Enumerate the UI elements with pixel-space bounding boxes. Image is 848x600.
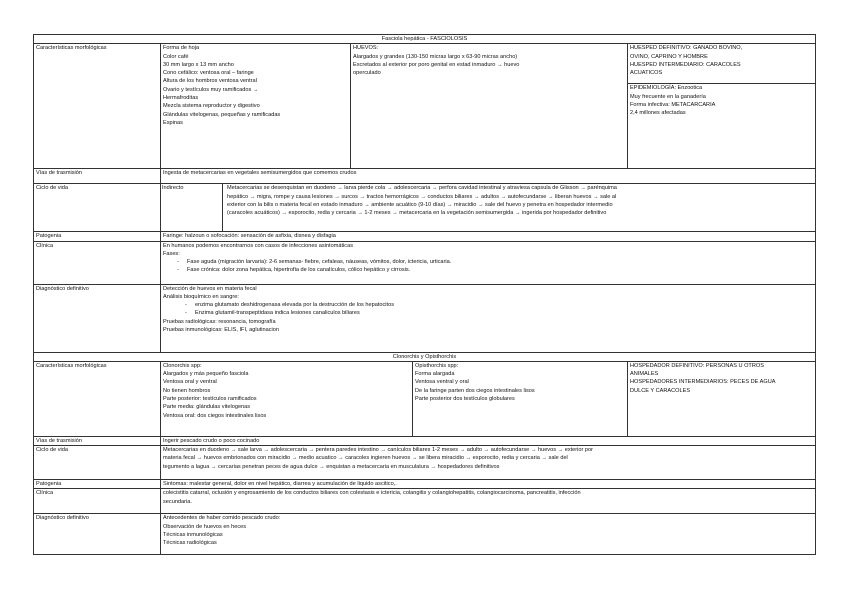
clonorchis-spp-cell: [161, 361, 413, 436]
fasciola-clin-row: [34, 241, 816, 284]
epidemiology-block: [628, 83, 815, 117]
clonorchis-host-cell: [628, 361, 816, 436]
morph-line: Hermafroditas: [163, 95, 199, 102]
fasciola-pato-text: Faringe: halzoun o sofocación: sensación de asfixia, disnea y disfagia: [161, 232, 816, 241]
epi-line: 2,4 millones afectadas: [630, 110, 686, 117]
fasciola-diag-row: [34, 284, 816, 352]
clon-line: Parte media: glándulas vitelogenas: [163, 404, 251, 411]
clon-line: Ventosa oral: dos ciegos intestinales lisos: [163, 412, 267, 419]
epi-line: Forma infectiva: METACARCARIA: [630, 102, 716, 109]
diag-line: Pruebas inmunológicas: ELIS, IFI, aglutinacion: [163, 327, 279, 334]
morph-line: Forma de hoja: [163, 45, 200, 52]
clon-line: Parte posterior: testículos ramificados: [163, 396, 257, 403]
document-page: [33, 34, 815, 555]
fasciola-host-cell: [628, 44, 816, 169]
eggs-line: Alargados y grandes (130-150 micras largo x 63-90 micras ancho): [353, 53, 518, 60]
diag-line: Detección de huevos en materia fecal: [163, 285, 257, 292]
clin-phase: - Fase crónica: dolor zona hepática, hipertrofia de los canalículos, cólico hepático y cirrosis.: [177, 267, 411, 274]
fasciola-diag-label: Diagnóstico definitivo: [34, 284, 161, 352]
fasciola-pato-label: Patogenia: [34, 232, 161, 241]
clonorchis-pato-label: Patogenia: [34, 480, 161, 489]
diag-line: Análisis bioquímico en sangre:: [163, 293, 239, 300]
fasciola-eggs-cell: [351, 44, 628, 169]
fasciola-cycle-row: [34, 184, 816, 232]
fasciola-cycle-label: Ciclo de vida: [34, 184, 161, 232]
clonorchis-diag-label: Diagnóstico definitivo: [34, 514, 161, 555]
morph-line: Cono cefálico: ventosa oral – faringe: [163, 70, 254, 77]
cycle-line: (caracoles acuáticos) → esporocito, redia y cercaria → 1-2 meses → metacercaria en la vegetación semisumergida → ingerida por hospedador definitivo: [227, 210, 607, 217]
fasciola-diag-cell: [161, 284, 816, 352]
fasciola-pato-row: [34, 232, 816, 241]
clonorchis-cycle-label: Ciclo de vida: [34, 446, 161, 480]
clonorchis-morph-row: [34, 361, 816, 436]
eggs-line: operculado: [353, 70, 381, 77]
epi-line: Muy frecuente en la ganadería: [630, 93, 706, 100]
host-line: HUESPED DEFINITIVO: GANADO BOVINO,: [630, 45, 743, 52]
clin-line: colecistitis catarral, oclusión y engrosamiento de los conductos biliares con colestasis e ictericia, colangitis y colangiohepatitis, colangiocarcinoma, pancreatitis, infección: [163, 490, 581, 497]
clin-line: En humanos podemos encontrarnos con casos de infecciones asintomáticas: [163, 242, 353, 249]
diag-sub: - Enzima glutamil-transpeptidasa indica lesiones canaliculos biliares: [185, 310, 360, 317]
cycle-line: hepático → migra, rompe y causa lesiones → surcos → tractos hemorrágicos → conductos biliares → adultos → autofecundarse → liberan huevos → sale al: [227, 193, 617, 200]
opis-line: Forma alargada: [415, 371, 455, 378]
cycle-line: Metacercarias en duodeno → sale larva → adolescercaria → pentera paredes intestino → canículos biliares 1-2 meses → adulto → autofecundarse → huevos → exterior por: [163, 447, 594, 454]
eggs-line: Excretados al exterior por poro genital en estad inmaduro → huevo: [353, 61, 520, 68]
clin-phase: - Fase aguda (migración larvaria): 2-6 semanas- fiebre, cefaleas, náuseas, vómitos, dolor, ictericia, urticaria.: [177, 259, 452, 266]
clonorchis-pato-row: [34, 480, 816, 489]
clin-line: secundaria.: [163, 498, 192, 505]
clonorchis-diag-cell: [161, 514, 816, 555]
fasciola-trans-row: [34, 169, 816, 184]
clonorchis-clin-cell: [161, 489, 816, 514]
cycle-description: [223, 184, 816, 231]
diag-sub: - enzima glutamato deshidrogenasa elevada por la destrucción de los hepatocitos: [185, 302, 395, 309]
clonorchis-cycle-cell: [161, 446, 816, 480]
cycle-inner: [161, 184, 815, 231]
diag-line: Observación de huevos en heces: [163, 523, 247, 530]
morph-line: Ovario y testículos muy ramificados →: [163, 86, 259, 93]
fasciola-title: Fasciola hepática - FASCIOLOSIS: [34, 35, 816, 44]
clonorchis-trans-text: Ingerir pescado crudo o poco cocinado: [161, 436, 816, 445]
clon-line: Alargados y más pequeño fasciola: [163, 371, 249, 378]
clin-line: Fases:: [163, 250, 180, 257]
clonorchis-trans-row: [34, 436, 816, 445]
fasciola-trans-label: Vías de trasmisión: [34, 169, 161, 184]
morph-line: Altura de los hombros ventosa ventral: [163, 78, 257, 85]
host-line: ANIMALES: [630, 371, 659, 378]
opis-line: De la faringe parten dos ciegos intestinales lisos: [415, 387, 535, 394]
diag-line: Técnicas inmunológicas: [163, 532, 223, 539]
clon-line: Clonorchis spp:: [163, 362, 202, 369]
opis-line: Opisthorchis spp:: [415, 362, 459, 369]
host-line: DULCE Y CARACOLES: [630, 387, 691, 394]
clonorchis-clin-label: Clínica: [34, 489, 161, 514]
eggs-line: HUEVOS:: [353, 45, 379, 52]
parasitology-table: [33, 34, 816, 555]
host-line: HOSPEDADORES INTERMEDIARIOS: PECES DE AGUA: [630, 379, 776, 386]
morph-line: Espinas: [163, 119, 183, 126]
clon-line: Ventosa oral y ventral: [163, 379, 217, 386]
cycle-line: materia fecal → huevos embrionados con miracidio → medio acuatico → caracoles ingieren huevos → se libera miracidio → esporocito, redia y cercaria → sale del: [163, 455, 568, 462]
clonorchis-diag-row: [34, 514, 816, 555]
clonorchis-cycle-row: [34, 446, 816, 480]
clon-line: No tienen hombros: [163, 387, 211, 394]
clonorchis-trans-label: Vías de trasmisión: [34, 436, 161, 445]
opisthorchis-spp-cell: [413, 361, 628, 436]
cycle-line: tegumento a lagua → cercarias penetran peces de agua dulce → enquistan a metacercaria en musculatura → hospedadores definitivos: [163, 463, 500, 470]
diag-line: Técnicas radiológicas: [163, 540, 217, 547]
morph-line: Color café: [163, 53, 189, 60]
clonorchis-clin-row: [34, 489, 816, 514]
morph-line: Glándulas vitelogenas, pequeñas y ramificadas: [163, 111, 281, 118]
epi-line: EPIDEMIOLOGÍA: Enzootica: [630, 85, 703, 92]
host-line: HUESPED INTERMEDIARIO: CARACOLES: [630, 61, 741, 68]
morph-line: Mezcla sistema reproductor y digestivo: [163, 103, 260, 110]
host-line: HOSPEDADOR DEFINITIVO: PERSONAS U OTROS: [630, 362, 764, 369]
fasciola-clin-label: Clínica: [34, 241, 161, 284]
clonorchis-morph-label: Características morfológicas: [34, 361, 161, 436]
morph-line: 30 mm largo x 13 mm ancho: [163, 61, 234, 68]
fasciola-morph-list: [161, 44, 351, 169]
cycle-line: exterior con la bilis o materia fecal en estado inmaduro → ambiente acuático (9-10 días) → miracidio → sale del huevo y penetra en hospedador intermedio: [227, 201, 613, 208]
opis-line: Ventosa ventral y oral: [415, 379, 469, 386]
fasciola-header-row: [34, 35, 816, 44]
fasciola-morph-label: Características morfológicas: [34, 44, 161, 169]
fasciola-morph-row: [34, 44, 816, 169]
fasciola-trans-text: Ingesta de metacercarias en vegetales semisumergidos que comemos crudos: [161, 169, 816, 184]
host-line: OVINO, CAPRINO Y HOMBRE: [630, 53, 708, 60]
cycle-type: Indirecto: [161, 184, 223, 231]
cycle-line: Metacercarias se desenquistan en duodeno → larva pierde cola → adolescercaria → perfora cavidad intestinal y atraviesa capsula de Glisson → parénquima: [227, 185, 617, 192]
clonorchis-header-row: [34, 352, 816, 361]
diag-line: Antecedentes de haber comido pescado crudo:: [163, 515, 281, 522]
fasciola-clin-cell: [161, 241, 816, 284]
host-line: ACUATICOS: [630, 70, 663, 77]
diag-line: Pruebas radiológicas: resonancia, tomografía: [163, 318, 276, 325]
clonorchis-pato-text: Sintomas: malestar general, dolor en nivel hepático, diarrea y acumulación de liquido ascitico,.: [161, 480, 816, 489]
opis-line: Parte posterior dos testículos globulares: [415, 396, 515, 403]
clonorchis-title: Clonorchis y Opisthorchis: [34, 352, 816, 361]
